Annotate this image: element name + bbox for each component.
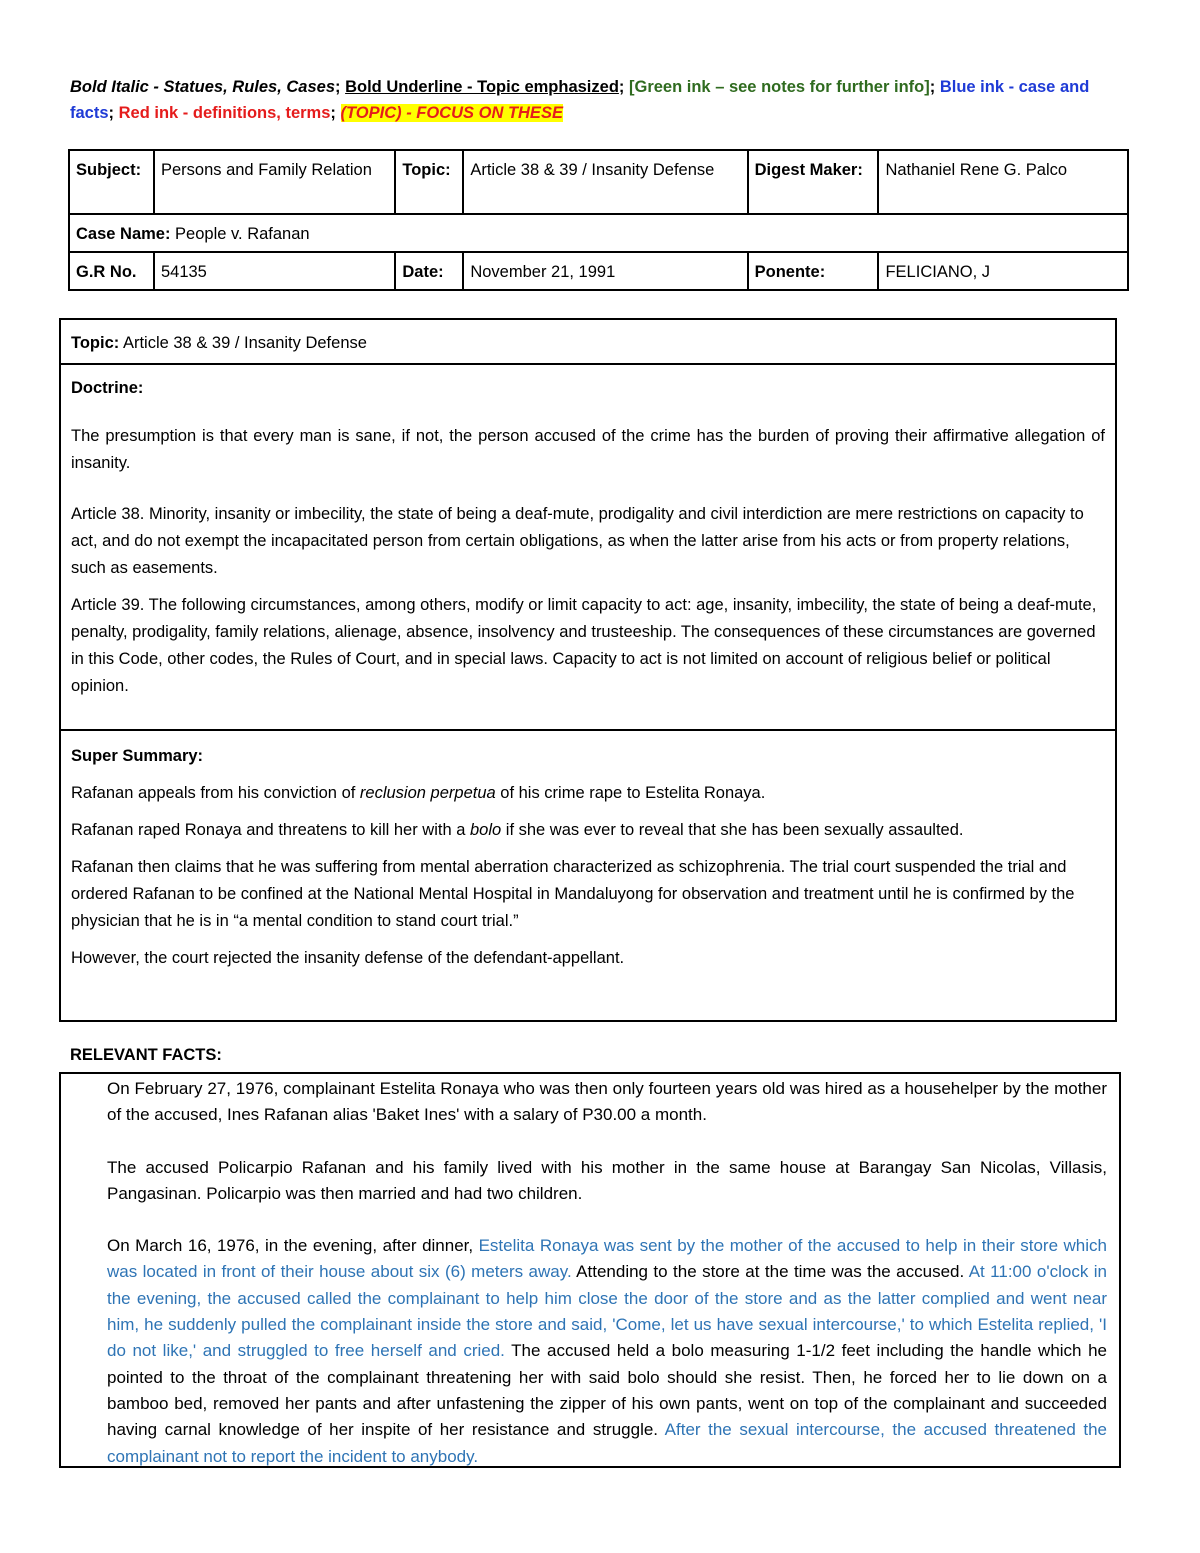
- subject-label: Subject:: [69, 150, 154, 214]
- gr-label: G.R No.: [69, 252, 154, 290]
- facts-highlight: After the sexual intercourse, the accused threatened the complainant not to report the incident to anybody.: [107, 1420, 1107, 1466]
- facts-bottom-border: [59, 1466, 1119, 1468]
- legend-separator: ;: [618, 78, 629, 96]
- case-name-label: Case Name:: [76, 225, 171, 243]
- digest-topic-value: Article 38 & 39 / Insanity Defense: [119, 334, 367, 352]
- summary-text: of his crime rape to Estelita Ronaya.: [495, 784, 766, 802]
- relevant-facts-heading: RELEVANT FACTS:: [70, 1046, 222, 1064]
- facts-text: On March 16, 1976, in the evening, after dinner,: [107, 1236, 479, 1256]
- digest-maker-value: Nathaniel Rene G. Palco: [878, 150, 1128, 214]
- doctrine-section: [61, 365, 1115, 731]
- facts-paragraph-3: [107, 1233, 1107, 1468]
- doctrine-text: The presumption is that every man is sane, if not, the person accused of the crime has the burden of proving their affirmative allegation of insanity.: [71, 427, 1105, 472]
- gr-value: 54135: [154, 252, 395, 290]
- facts-paragraph-1: On February 27, 1976, complainant Estelita Ronaya who was then only fourteen years old was hired as a househelper by the mother of the accused, Ines Rafanan alias 'Baket Ines' with a salary of P30.00 a month.: [107, 1079, 1107, 1125]
- legend-focus: (TOPIC) - FOCUS ON THESE: [340, 104, 563, 122]
- legend-statutes: Bold Italic - Statues, Rules, Cases: [70, 78, 335, 96]
- summary-italic-term: reclusion perpetua: [359, 784, 496, 802]
- digest-topic-label: Topic:: [71, 334, 120, 352]
- summary-text: Rafanan appeals from his conviction of: [71, 784, 360, 802]
- facts-text: Attending to the store at the time was the accused.: [571, 1262, 969, 1282]
- facts-paragraph-2: The accused Policarpio Rafanan and his family lived with his mother in the same house at Barangay San Nicolas, Villasis, Pangasinan. Policarpio was then married and had two children.: [107, 1157, 1107, 1203]
- super-summary-label: Super Summary:: [71, 747, 204, 765]
- legend: [70, 74, 1130, 126]
- ponente-label: Ponente:: [748, 252, 879, 290]
- legend-topic-emphasized: Bold Underline - Topic emphasized: [345, 78, 619, 96]
- doctrine-label: Doctrine:: [71, 379, 144, 397]
- digest-maker-label: Digest Maker:: [748, 150, 879, 214]
- article-39-text: Article 39. The following circumstances, among others, modify or limit capacity to act: age, insanity, imbecility, the state of being a deaf-mute, penalty, prodigality, family relations, alienage, absence, insolvency and trusteeship. The consequences of these circumstances are governed in this Code, other codes, the Rules of Court, and in special laws. Capacity to act is not limited on account of religious belief or political opinion.: [71, 596, 1097, 695]
- legend-red-ink: Red ink - definitions, terms: [118, 104, 331, 122]
- legend-separator: ;: [330, 104, 341, 122]
- summary-paragraph-2: [71, 817, 1105, 844]
- summary-paragraph-1: [71, 780, 1105, 807]
- digest-box: [59, 318, 1117, 1022]
- date-value: November 21, 1991: [463, 252, 747, 290]
- summary-paragraph-3: Rafanan then claims that he was suffering from mental aberration characterized as schizophrenia. The trial court suspended the trial and ordered Rafanan to be confined at the National Mental Hospital in Mandaluyong for observation and treatment until he is confirmed by the physician that he is in “a mental condition to stand court trial.”: [71, 858, 1075, 930]
- date-label: Date:: [395, 252, 463, 290]
- subject-value: Persons and Family Relation: [154, 150, 395, 214]
- facts-text: The accused held a bolo measuring 1-1/2 feet including the handle which he pointed to the throat of the complainant threatening her with said bolo should she resist. Then, he forced her to lie down on a bamboo bed, removed her pants and after unfastening the zipper of his own pants, went on top of the complainant and succeeded having carnal knowledge of her inspite of her resistance and struggle.: [107, 1341, 1107, 1440]
- case-name-cell: [69, 214, 1128, 252]
- legend-green-ink: [Green ink – see notes for further info]: [629, 78, 930, 96]
- legend-separator: ;: [108, 104, 119, 122]
- facts-highlight: Estelita Ronaya was sent by the mother of the accused to help in their store which was located in front of their house about six (6) meters away.: [107, 1236, 1107, 1282]
- topic-value: Article 38 & 39 / Insanity Defense: [463, 150, 747, 214]
- relevant-facts-box: [59, 1072, 1121, 1468]
- super-summary-section: [61, 731, 1115, 972]
- case-header-table: [68, 149, 1129, 291]
- facts-highlight: At 11:00 o'clock in the evening, the accused called the complainant to help him close the door of the store and as the latter complied and went near him, he suddenly pulled the complainant inside the store and said, 'Come, let us have sexual intercourse,' to which Estelita replied, 'I do not like,' and struggled to free herself and cried.: [107, 1262, 1107, 1361]
- summary-text: if she was ever to reveal that she has been sexually assaulted.: [501, 821, 964, 839]
- digest-topic-row: [61, 320, 1115, 365]
- summary-italic-term: bolo: [470, 821, 502, 839]
- legend-separator: ;: [929, 78, 940, 96]
- legend-blue-ink: Blue ink - case and facts: [70, 78, 1090, 122]
- legend-separator: ;: [335, 78, 346, 96]
- article-38-text: Article 38. Minority, insanity or imbecility, the state of being a deaf-mute, prodigality and civil interdiction are mere restrictions on capacity to act, and do not exempt the incapacitated person from certain obligations, as when the latter arise from his acts or from property relations, such as easements.: [71, 505, 1084, 577]
- summary-text: Rafanan raped Ronaya and threatens to kill her with a: [71, 821, 470, 839]
- topic-label: Topic:: [395, 150, 463, 214]
- case-name-value: People v. Rafanan: [170, 225, 310, 243]
- summary-paragraph-4: However, the court rejected the insanity defense of the defendant-appellant.: [71, 949, 625, 967]
- ponente-value: FELICIANO, J: [878, 252, 1128, 290]
